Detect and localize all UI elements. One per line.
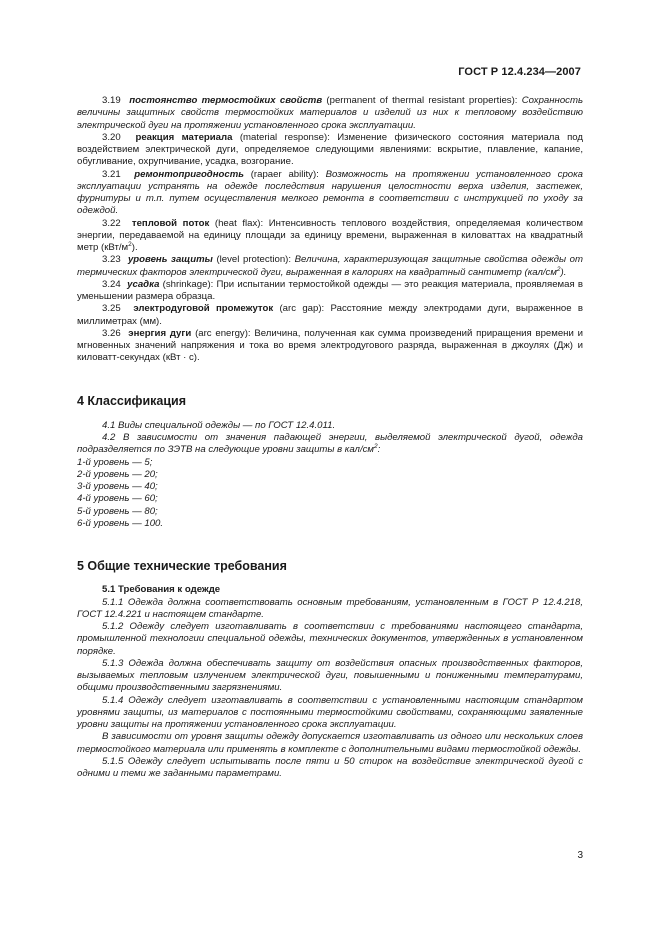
term-3-23 [77, 254, 583, 279]
term-english: (permanent of thermal resistant properties): [322, 95, 522, 106]
protection-levels-list [77, 457, 583, 531]
term-definition: Возможность на протяжении установленного срока эксплуатации устранять на одежде последствия нарушения целостности верха изделия, застежек, фурнитуры и т.п. путем осуществления мелкого ремонта в соответствии с инструкцией по уходу за одеждой. [77, 168, 583, 217]
term-name: усадка [127, 278, 160, 290]
term-english: (arc energy): [191, 327, 255, 339]
term-definition: Сохранность величины защитных свойств термостойких материалов и изделий из них к тепловому воздействию электрической дуги на протяжении установленного срока эксплуатации. [77, 95, 583, 131]
term-english: (material response): [232, 131, 338, 143]
term-number: 3.24 [102, 278, 121, 290]
term-3-26 [77, 328, 583, 365]
page-number: 3 [577, 850, 583, 861]
term-definition-end: ). [131, 242, 138, 253]
term-definition: Интенсивность теплового воздействия, определяемая количеством энергии, передаваемой на единицу площади за единицу времени, выраженная в киловаттах на квадратный метр (кВт/м [77, 217, 583, 253]
clause-4-1: 4.1 Виды специальной одежды — по ГОСТ 12.4.011. [102, 419, 336, 431]
subsection-5-1-title: 5.1 Требования к одежде [102, 584, 221, 596]
term-definition: При испытании термостойкой одежды — это реакция материала, проявляемая в уменьшении размера образца. [77, 278, 583, 302]
clause-5-1-4-note: В зависимости от уровня защиты одежду допускается изготавливать из одного или нескольких слоев термостойкого материала или применять в комплекте с дополнительными видами термостойкой одежды. [77, 731, 583, 755]
superscript: 2 [128, 240, 132, 248]
term-3-20 [77, 132, 583, 169]
page-content [77, 95, 583, 780]
term-name: реакция материала [135, 131, 233, 143]
term-3-25 [77, 303, 583, 328]
term-english: (shrinkage): [159, 278, 217, 290]
term-name: тепловой поток [131, 217, 210, 229]
term-number: 3.23 [102, 254, 121, 266]
term-definition: Расстояние между электродами дуги, выраженное в миллиметрах (мм). [77, 303, 584, 327]
clause-4-2 [77, 432, 583, 457]
term-3-24 [77, 279, 583, 304]
clause-4-2-text: 4.2 В зависимости от значения падающей энергии, выделяемой электрической дугой, одежда подразделяется по ЗЭТВ на следующие уровни защиты в кал/см [77, 432, 583, 456]
list-item: 6-й уровень — 100. [77, 517, 164, 529]
list-item: 1-й уровень — 5; [77, 456, 153, 468]
list-item: 2-й уровень — 20; [77, 468, 158, 480]
term-definition-end: ). [560, 266, 567, 278]
term-number: 3.25 [102, 303, 121, 315]
list-item: 4-й уровень — 60; [77, 493, 158, 505]
section-5-title: 5 Общие технические требования [77, 559, 287, 573]
term-3-19 [77, 95, 583, 132]
doc-header-code: ГОСТ Р 12.4.234—2007 [458, 66, 581, 78]
term-number: 3.21 [102, 168, 121, 180]
term-number: 3.26 [102, 327, 121, 339]
clause-5-1-4: 5.1.4 Одежду следует изготавливать в соответствии с установленными настоящим стандартом уровнями защиты, из материалов с постоянными термостойкими свойствами, сохраняющими заявленные уровни защиты на протяжении установленного срока эксплуатации. [77, 694, 583, 730]
term-3-21 [77, 169, 583, 218]
term-english: (rapaer ability): [243, 168, 326, 180]
term-name: электродуговой промежуток [133, 303, 274, 315]
clause-5-1-5: 5.1.5 Одежду следует испытывать после пяти и 50 стирок на воздействие электрической дугой с одними и теми же заданными параметрами. [77, 755, 583, 779]
term-english: (arc gap): [273, 303, 331, 315]
term-definition: Изменение физического состояния материала под воздействием электрической дуги, определяемое следующими явлениями: вскрытие, плавление, капание, обугливание, охрупчивание, усадка, возгорание. [77, 131, 583, 168]
clause-4-2-end: : [377, 444, 381, 456]
term-number: 3.22 [102, 217, 121, 229]
term-name: энергия дуги [128, 327, 192, 339]
term-name: ремонтопригодность [134, 168, 244, 180]
list-item: 3-й уровень — 40; [77, 481, 158, 492]
term-3-22 [77, 218, 583, 255]
term-definition: Величина, полученная как сумма произведений приращения времени и мгновенных значений напряжения и тока во время электродугового разряда, выраженная в джоулях (Дж) и киловатт-секундах (кВт · с). [77, 327, 583, 364]
clause-5-1-2: 5.1.2 Одежду следует изготавливать в соответствии с требованиями настоящего стандарта, промышленной технологии специальной одежды, технических документов, утвержденных в установленном порядке. [77, 621, 583, 657]
term-name: уровень защиты [127, 254, 213, 266]
term-english: (level protection): [212, 254, 295, 266]
term-number: 3.20 [102, 131, 121, 143]
term-name: постоянство термостойких свойств [129, 95, 323, 106]
list-item: 5-й уровень — 80; [77, 505, 158, 517]
section-4-title: 4 Классификация [77, 393, 187, 408]
term-english: (heat flax): [209, 217, 269, 229]
clause-5-1-3: 5.1.3 Одежда должна обеспечивать защиту от воздействия опасных производственных факторов, вызываемых тепловым излучением электрической дуги, повышенными и пониженными температурами, общими производственными загрязнениями. [77, 657, 583, 694]
term-number: 3.19 [102, 95, 121, 106]
superscript: 2 [374, 443, 378, 451]
superscript: 2 [556, 265, 561, 273]
clause-5-1-1: 5.1.1 Одежда должна соответствовать основным требованиям, установленным в ГОСТ Р 12.4.218, ГОСТ 12.4.221 и настоящем стандарте. [77, 596, 583, 620]
term-definition: Величина, характеризующая защитные свойства одежды от термических факторов электрической дуги, выраженная в калориях на квадратный сантиметр (кал/см [77, 254, 583, 278]
